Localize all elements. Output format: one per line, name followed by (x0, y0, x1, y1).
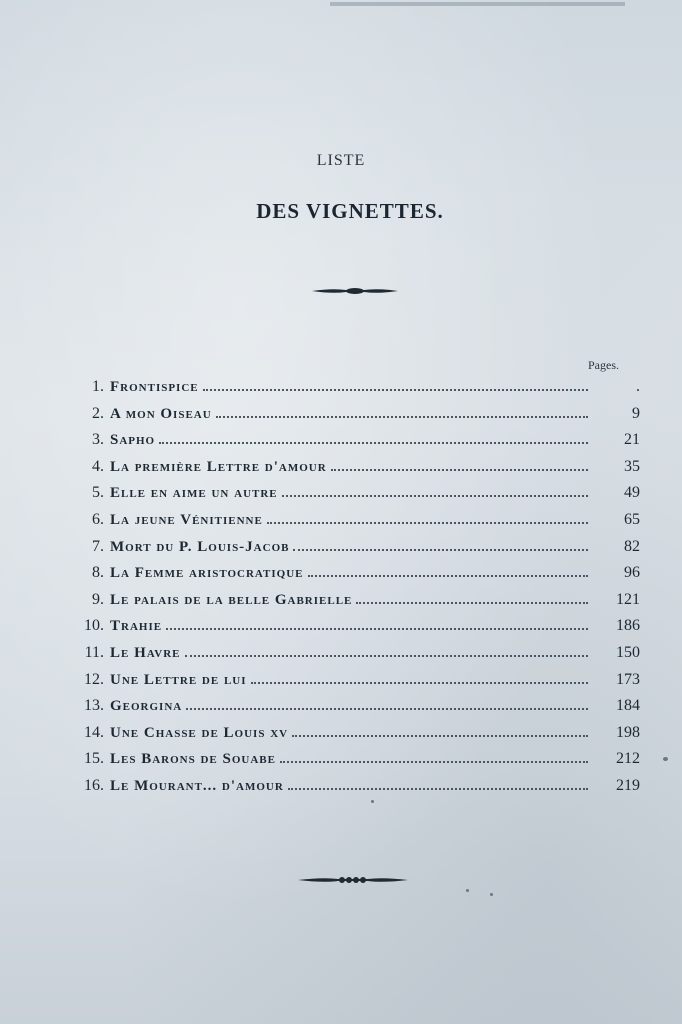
entry-page-number: . (636, 378, 640, 395)
dot-leader (251, 681, 588, 684)
entry-page-number: 184 (616, 697, 640, 715)
dot-leader (288, 787, 588, 790)
list-item (60, 431, 640, 453)
entry-number: 10. (84, 617, 104, 635)
list-item (60, 511, 640, 533)
entry-number: 4. (92, 457, 104, 475)
dot-leader (203, 388, 588, 391)
entry-page-number: 173 (616, 670, 640, 688)
list-item (60, 617, 640, 639)
entry-page-number: 198 (616, 723, 640, 741)
title-des-vignettes: DES VIGNETTES. (256, 199, 444, 223)
entry-page-number: 35 (624, 457, 640, 475)
entry-number: 8. (92, 564, 104, 582)
entry-title: A mon Oiseau (110, 405, 212, 422)
ornament-bottom-icon (298, 872, 408, 888)
entry-number: 2. (92, 404, 104, 422)
dot-leader (216, 415, 588, 418)
entry-title: Le palais de la belle Gabrielle (110, 591, 353, 608)
entry-page-number: 49 (624, 484, 640, 502)
entry-title: Une Chasse de Louis xv (110, 724, 289, 741)
entry-number: 6. (92, 511, 104, 528)
entry-page-number: 96 (624, 564, 640, 582)
list-item (60, 564, 640, 586)
list-item (60, 405, 640, 427)
entry-number: 15. (84, 750, 104, 768)
entry-title: Mort du P. Louis-Jacob (110, 538, 290, 555)
top-rule (330, 2, 625, 6)
entry-page-number: 219 (616, 777, 640, 794)
entry-title: Le Mourant... d'amour (110, 778, 284, 794)
entry-page-number: 212 (616, 750, 640, 768)
entry-title: Georgina (110, 698, 183, 715)
dot-leader (166, 627, 588, 630)
dot-leader (356, 601, 588, 604)
ornament-top-icon (312, 284, 398, 298)
entry-number: 5. (92, 484, 104, 502)
dot-leader (293, 548, 588, 551)
list-item (60, 484, 640, 506)
dot-leader (186, 707, 588, 710)
entry-page-number: 65 (624, 511, 640, 528)
entry-title: Une Lettre de lui (110, 671, 247, 688)
entry-page-number: 21 (624, 431, 640, 449)
entry-title: Frontispice (110, 379, 199, 395)
entry-title: Sapho (110, 432, 156, 449)
dot-leader (331, 468, 588, 471)
dot-leader (159, 441, 588, 444)
entry-title: Elle en aime un autre (110, 485, 278, 502)
list-item (60, 697, 640, 719)
list-item (60, 724, 640, 746)
entry-number: 13. (84, 697, 104, 715)
entry-title: Les Barons de Souabe (110, 751, 276, 768)
entry-title: Le Havre (110, 645, 181, 661)
entry-page-number: 150 (616, 644, 640, 661)
entry-number: 9. (92, 590, 104, 608)
list-item (60, 750, 640, 772)
entry-page-number: 121 (616, 590, 640, 608)
list-item (60, 458, 640, 480)
dot-leader (267, 521, 588, 524)
entry-number: 11. (84, 644, 104, 661)
entry-title: Trahie (110, 618, 163, 635)
list-item (60, 644, 640, 666)
title-liste: LISTE (316, 152, 366, 169)
entry-number: 1. (92, 378, 104, 395)
list-item (60, 538, 640, 560)
entry-page-number: 9 (632, 404, 640, 422)
entry-title: La jeune Vénitienne (110, 512, 263, 528)
entry-number: 3. (92, 431, 104, 449)
list-item (60, 591, 640, 613)
entry-number: 16. (84, 777, 104, 794)
entry-page-number: 82 (624, 537, 640, 555)
entry-page-number: 186 (616, 617, 640, 635)
dot-leader (280, 760, 588, 763)
dot-leader (185, 654, 588, 657)
entry-title: La Femme aristocratique (110, 565, 304, 582)
dot-leader (282, 494, 588, 497)
list-item (60, 378, 640, 400)
entry-number: 14. (84, 723, 104, 741)
entry-title: La première Lettre d'amour (110, 458, 327, 475)
pages-column-label: Pages. (588, 358, 619, 372)
dot-leader (292, 734, 588, 737)
entry-number: 12. (84, 670, 104, 688)
list-item (60, 777, 640, 799)
dot-leader (308, 574, 589, 577)
list-item (60, 671, 640, 693)
entry-number: 7. (92, 537, 104, 555)
